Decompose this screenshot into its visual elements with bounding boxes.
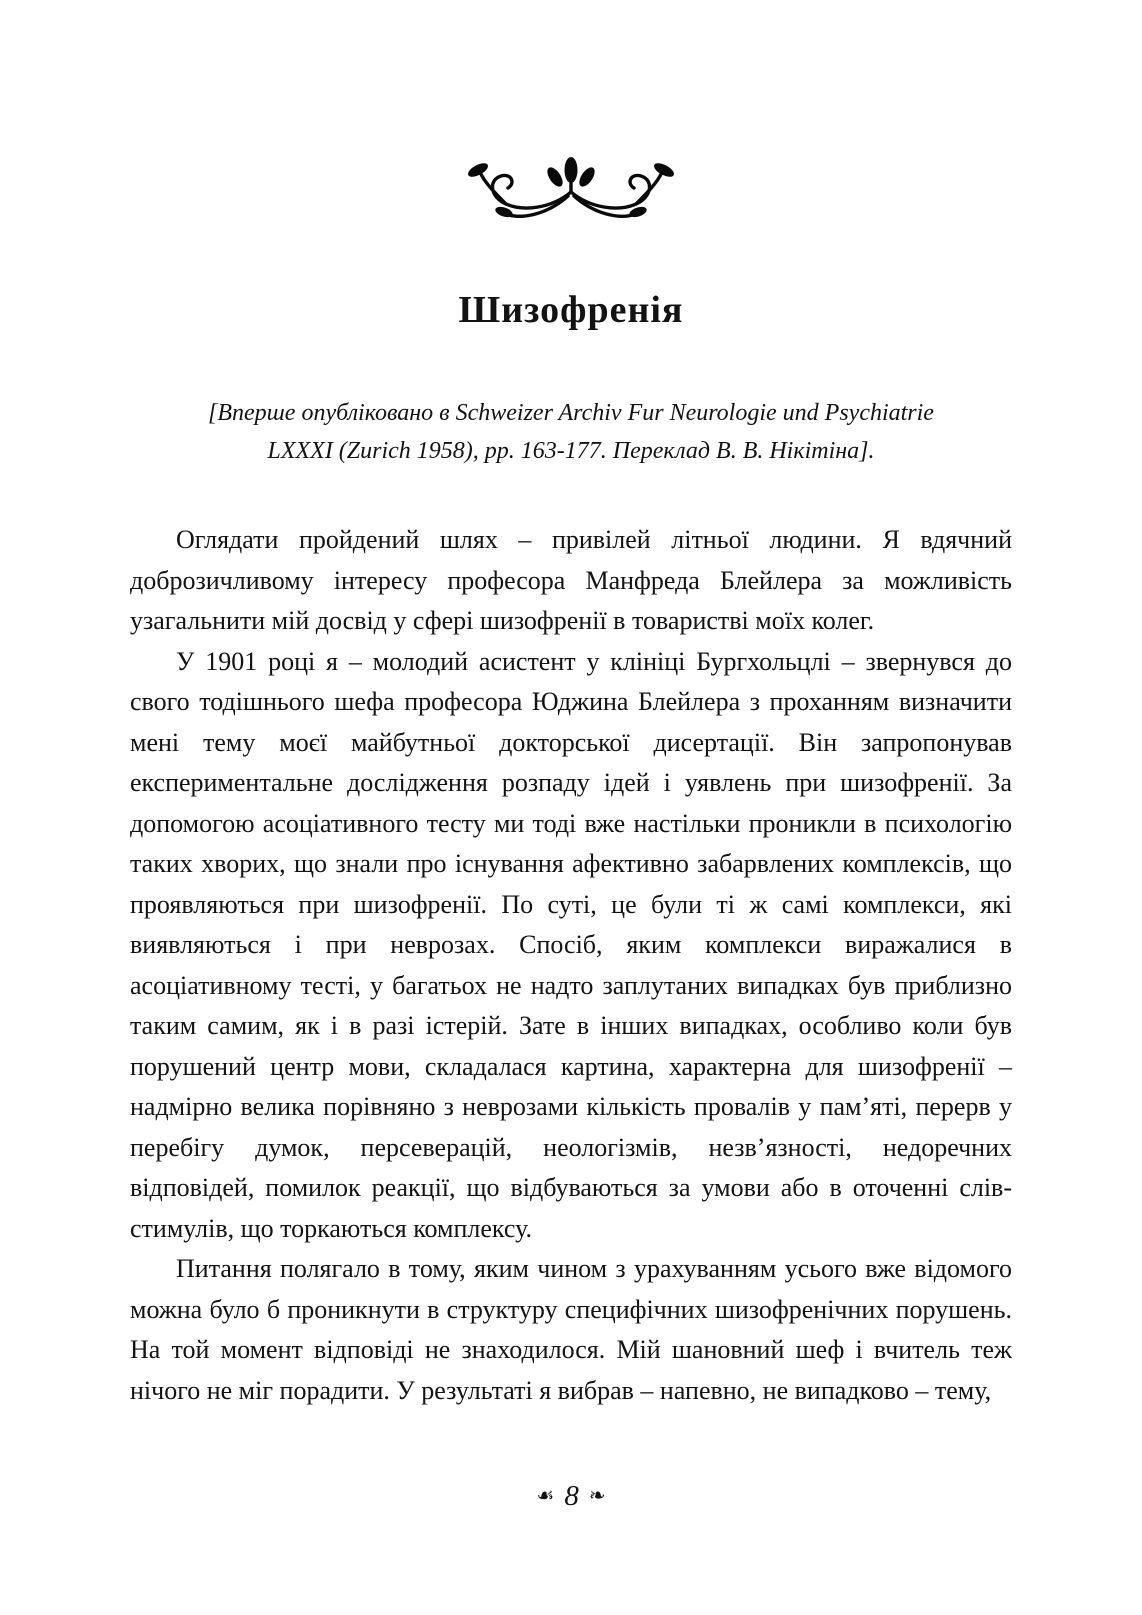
paragraph: Оглядати пройдений шлях – привілей літньої людини. Я вдячний доброзичливому інтересу професора Манфреда Блейлера за можливість узагальнити мій досвід у сфері шизофренії в товаристві моїх колег.: [130, 525, 1012, 635]
book-page: [130, 0, 1012, 1615]
article-body: [130, 520, 1012, 1411]
page-footer: [0, 1480, 1142, 1513]
right-flourish-icon: ❧: [588, 1483, 606, 1507]
paragraph: Питання полягало в тому, яким чином з урахуванням усього вже відомого можна було б проникнути в структуру специфічних шизофренічних порушень. На той момент відповіді не знаходилося. Мій шановний шеф і вчитель теж нічого не міг порадити. У результаті я вибрав – напевно, не випадково – тему,: [130, 1254, 1012, 1405]
page-number: 8: [564, 1480, 579, 1512]
publication-citation: [Вперше опубліковано в Schweizer Archiv Fur Neurologie und Psychiatrie LXXXI (Zurich 1958), pp. 163-177. Переклад В. В. Нікітіна].: [208, 400, 934, 464]
left-flourish-icon: ☙: [536, 1483, 555, 1507]
page-title: Шизофренія: [458, 289, 684, 331]
paragraph: У 1901 році я – молодий асистент у клініці Бургхольцлі – звернувся до свого тодішнього шефа професора Юджина Блейлера з проханням визначити мені тему моєї майбутньої докторської дисертації. Він запропонував експериментальне дослідження розпаду ідей і уявлень при шизофренії. За допомогою асоціативного тесту ми тоді вже настільки проникли в психологію таких хворих, що знали про існування афективно забарвлених комплексів, що проявляються при шизофренії. По суті, це були ті ж самі комплекси, які виявляються і при неврозах. Спосіб, яким комплекси виражалися в асоціативному тесті, у багатьох не надто заплутаних випадках був приблизно таким самим, як і в разі істерій. Зате в інших випадках, особливо коли був порушений центр мови, складалася картина, характерна для шизофренії – надмірно велика порівняно з неврозами кількість провалів у пам’яті, перерв у перебігу думок, персеверацій, неологізмів, незв’язності, недоречних відповідей, помилок реакції, що відбуваються за умови або в оточенні слів-стимулів, що торкаються комплексу.: [130, 646, 1012, 1243]
floral-flourish-icon: [456, 150, 686, 228]
header-ornament: [130, 150, 1012, 230]
